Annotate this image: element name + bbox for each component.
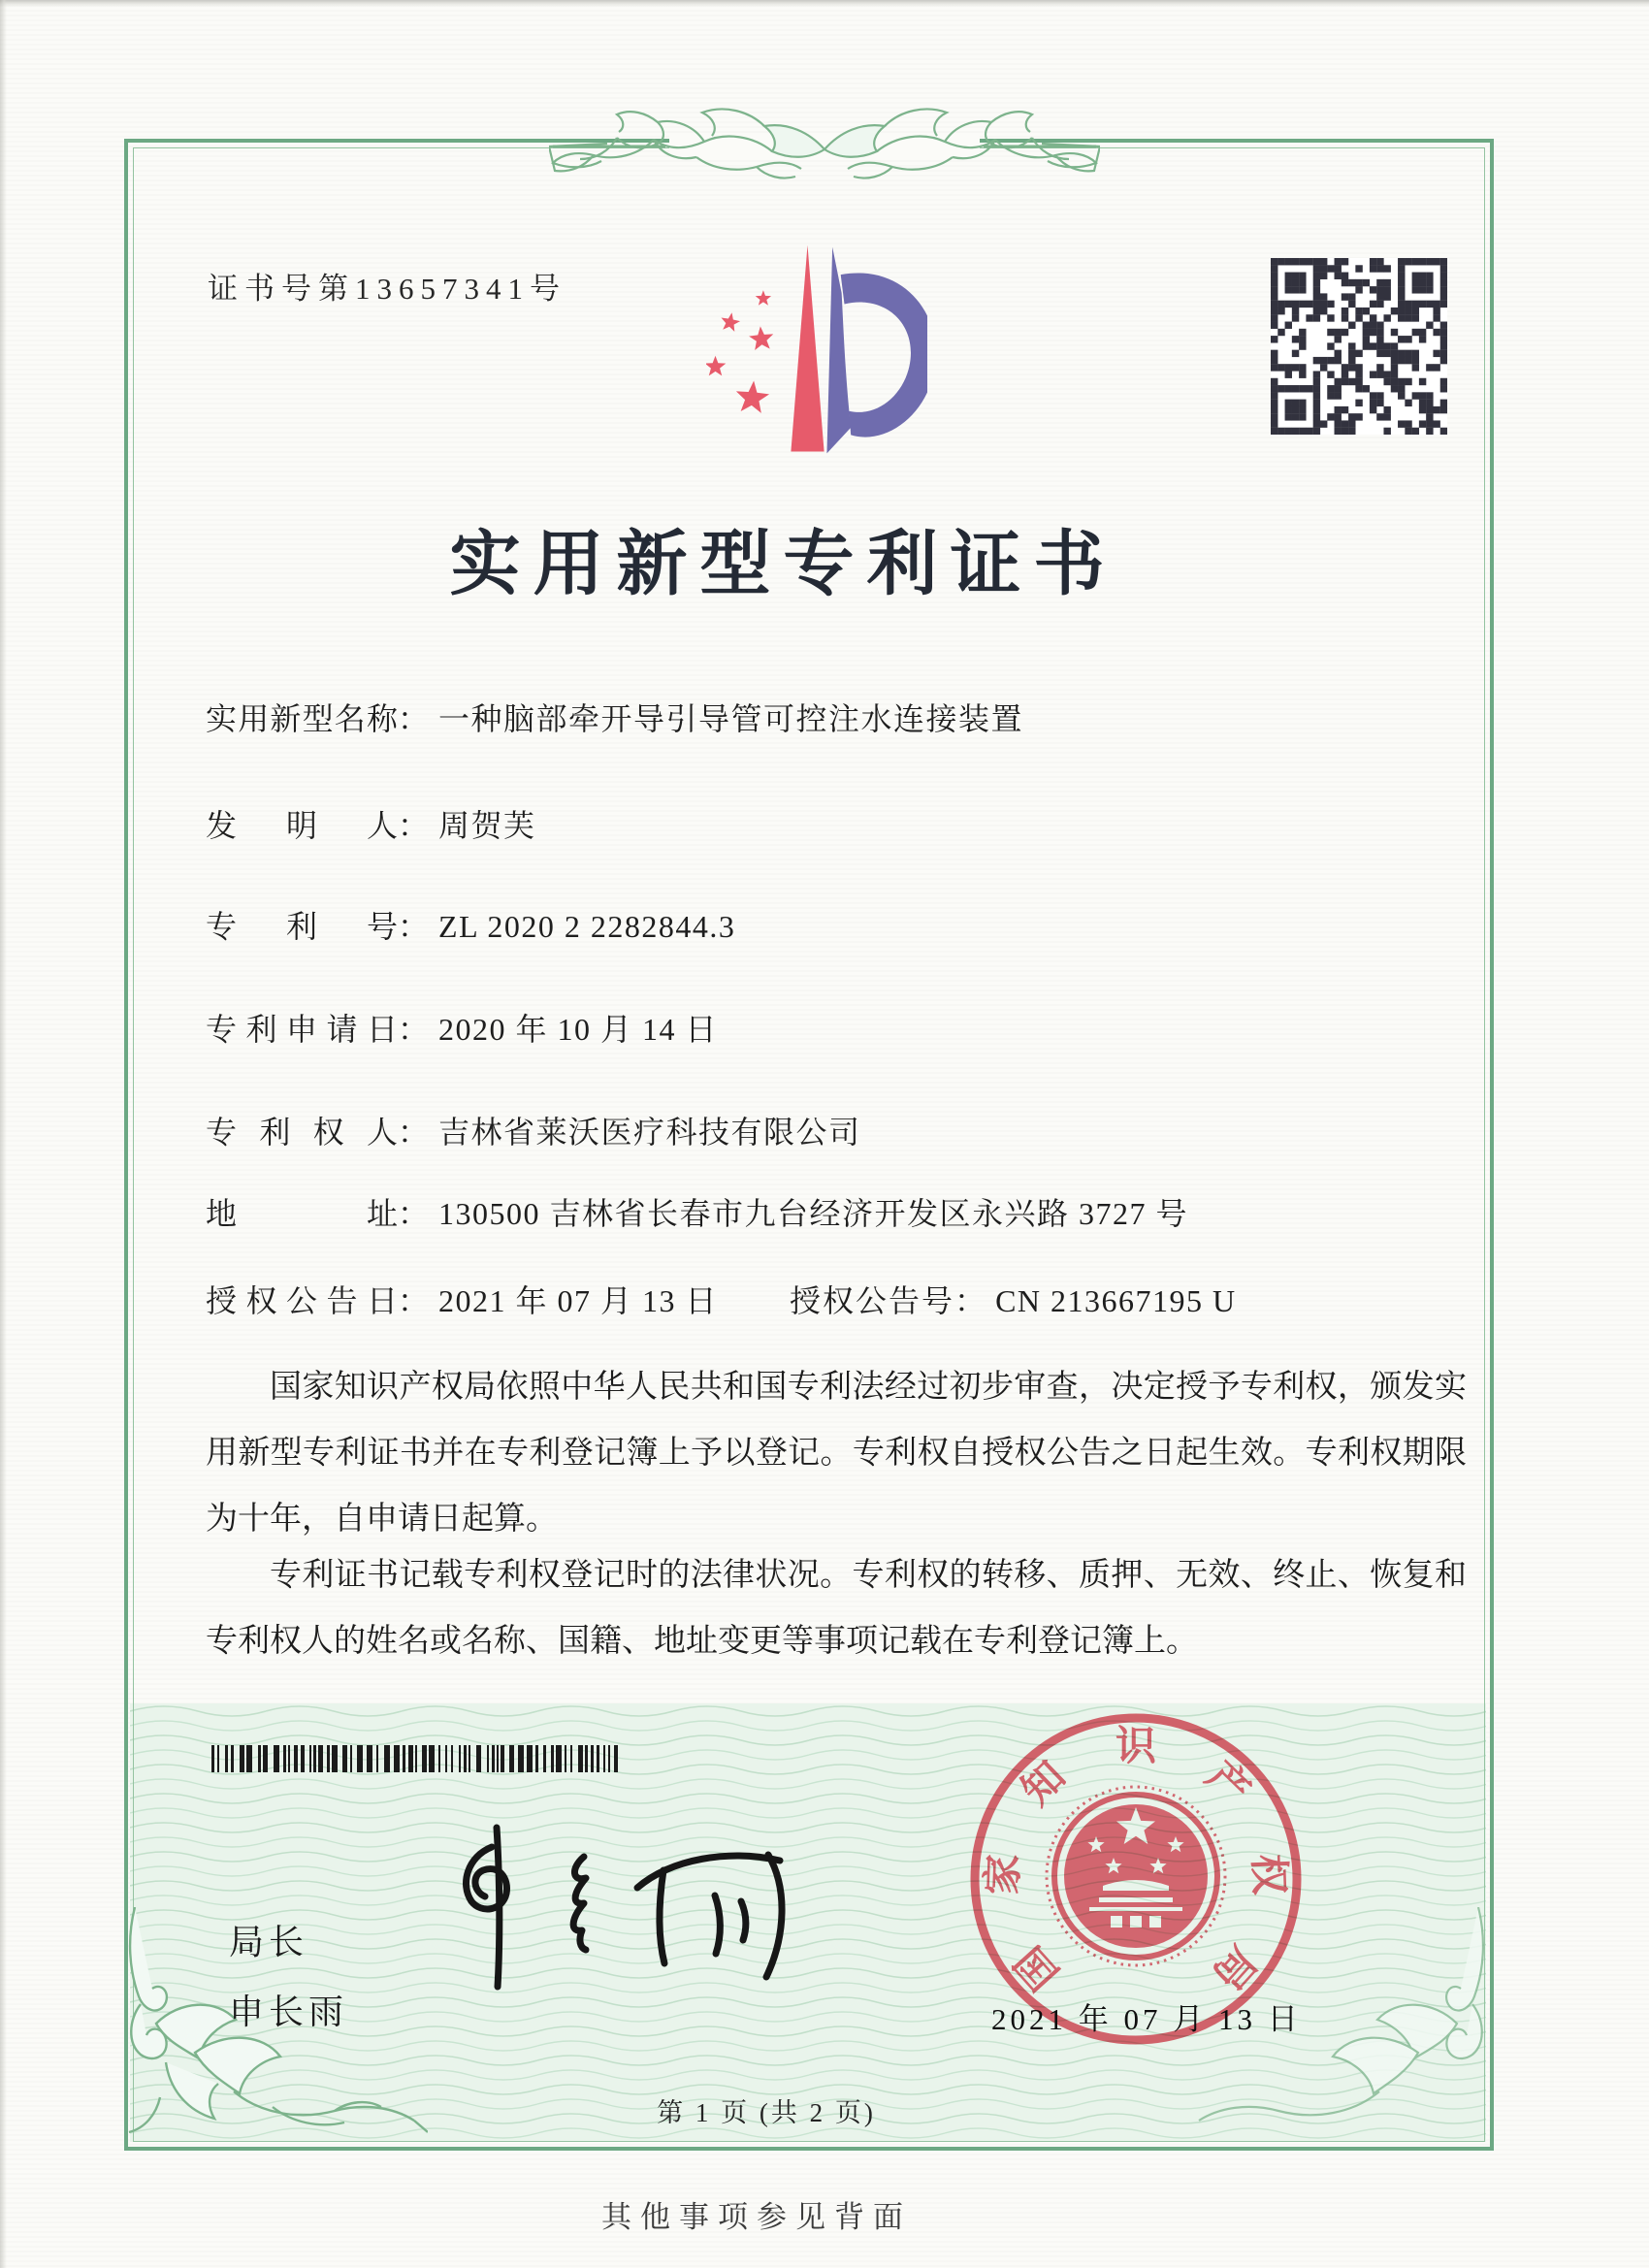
field-colon: ：: [954, 1283, 986, 1318]
field-row-patent-number: [206, 902, 735, 947]
svg-text:家: 家: [981, 1853, 1027, 1896]
field-value: 一种脑部牵开导引导管可控注水连接装置: [438, 701, 1024, 736]
field-label: 发明人: [206, 808, 398, 843]
legal-paragraph-1: [206, 1354, 1467, 1552]
field-value: 周贺芙: [438, 808, 536, 843]
field-label: 实用新型名称: [206, 701, 398, 736]
field-colon: ：: [398, 808, 430, 843]
director-title: 局长: [229, 1923, 309, 1961]
field-row-utility-model-name: [206, 695, 1023, 739]
top-border-ornament-icon: [549, 93, 1100, 202]
field-label: 专利号: [206, 909, 398, 944]
field-value: 2020 年 10 月 14 日: [438, 1012, 719, 1047]
qr-code: [1271, 258, 1447, 435]
field-colon: ：: [398, 1115, 430, 1150]
scan-edge-left: [0, 0, 7, 2268]
certificate-title: 实用新型专利证书: [449, 525, 1117, 603]
field-row-patentee: [206, 1108, 861, 1152]
svg-text:识: 识: [1115, 1725, 1157, 1769]
field-value: CN 213667195 U: [995, 1283, 1237, 1318]
field-label: 授权公告日: [206, 1283, 398, 1318]
certificate-number: 证书号第13657341号: [208, 272, 566, 306]
field-value: 2021 年 07 月 13 日: [438, 1283, 719, 1318]
legal-paragraph-2: [206, 1542, 1467, 1674]
director-signature: [438, 1820, 857, 1993]
back-side-note: 其他事项参见背面: [601, 2200, 912, 2234]
field-value: 130500 吉林省长春市九台经济开发区永兴路 3727 号: [438, 1196, 1189, 1231]
seal-date: 2021 年 07 月 13 日: [991, 2002, 1302, 2036]
barcode: [211, 1745, 621, 1772]
field-label: 专利申请日: [206, 1012, 398, 1047]
svg-text:权: 权: [1245, 1853, 1291, 1896]
svg-text:局: 局: [1203, 1936, 1265, 1998]
svg-text:知: 知: [1014, 1754, 1075, 1815]
field-row-inventor: [206, 801, 536, 846]
paragraph-text: 专利证书记载专利权登记时的法律状况。专利权的转移、质押、无效、终止、恢复和专利权人的姓名或名称、国籍、地址变更等事项记载在专利登记簿上。: [206, 1558, 1467, 1659]
director-name: 申长雨: [229, 1993, 349, 2031]
field-colon: ：: [398, 1196, 430, 1231]
page-indicator: 第 1 页 (共 2 页): [657, 2098, 876, 2127]
scan-edge-top: [0, 0, 1649, 7]
national-emblem-icon: [1047, 1787, 1225, 1965]
field-colon: ：: [398, 1012, 430, 1047]
cnipa-logo-icon: [706, 235, 927, 466]
field-colon: ：: [398, 701, 430, 736]
field-colon: ：: [398, 909, 430, 944]
field-row-address: [206, 1189, 1188, 1234]
field-row-filing-date: [206, 1005, 718, 1050]
grant-publication-number-pair: [790, 1283, 1237, 1318]
field-label: 专利权人: [206, 1115, 398, 1150]
svg-text:产: 产: [1197, 1754, 1258, 1815]
field-row-grant-publication: [206, 1277, 1237, 1321]
field-value: 吉林省莱沃医疗科技有限公司: [438, 1115, 861, 1150]
paragraph-text: 国家知识产权局依照中华人民共和国专利法经过初步审查，决定授予专利权，颁发实用新型专利证书并在专利登记簿上予以登记。专利权自授权公告之日起生效。专利权期限为十年，自申请日起算。: [206, 1370, 1467, 1537]
field-colon: ：: [398, 1283, 430, 1318]
field-label: 授权公告号: [790, 1283, 955, 1318]
svg-text:国: 国: [1007, 1936, 1069, 1998]
field-label: 地址: [206, 1196, 398, 1231]
field-value: ZL 2020 2 2282844.3: [438, 909, 736, 944]
